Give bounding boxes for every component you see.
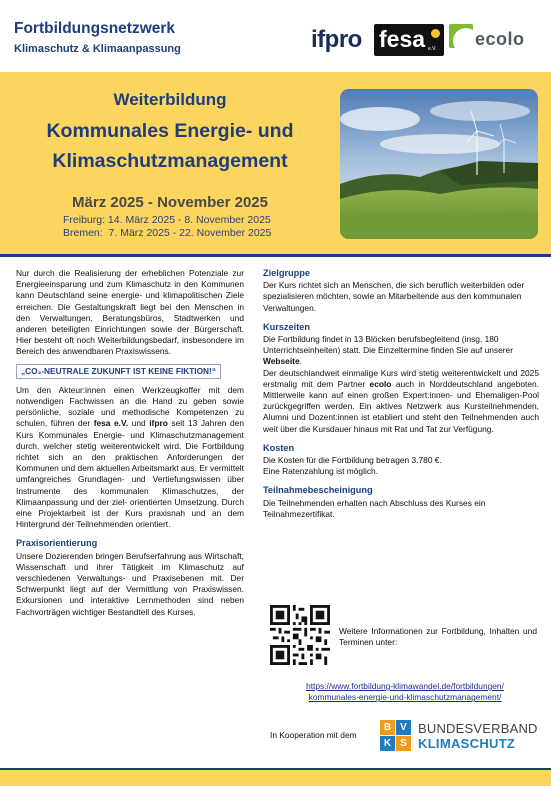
hero-title [0, 116, 340, 176]
kurszeiten-paragraph: Die Fortbildung findet in 13 Blöcken berufsbegleitend (insg. 180 Unterrichtseinheiten) statt. Die Einzeltermine finden Sie auf unserer Webseite. [263, 334, 513, 367]
about-paragraph: Um den Akteur:innen einen Werkzeugkoffer mit dem notwendigen Fachwissen an die Hand zu geben sowie persönliche, soziale und methodische Kompetenzen zu schulen, führen der fesa e.V. und ifpro seit 13 Jahren den Kurs Kommunales Energie- und Klimaschutzmanagement durch, welcher stetig weiterentwickelt wird. Die Fortbildung richtet sich an den praktischen Anforderungen der Kommunen und dem aktuellen Arbeitsmarkt aus. Er vermittelt umfangreiches Grundlagen- und Vertiefungswissen über Instrumente des kommunalen Klimaschutzes, der Klimaanpassung und der ziel- orientierten Umsetzung. Durch eine Projektarbeit ist der Kurs praxisnah und an dem Hintergrund der Teilnehmenden orientiert. [16, 384, 244, 530]
fesa-logo [374, 24, 444, 56]
info-text: Weitere Informationen zur Fortbildung, Inhalten und Terminen unter: [339, 626, 537, 648]
bvks-letter-k: K [380, 736, 395, 751]
right-column [263, 268, 539, 520]
footer-band [0, 770, 551, 786]
location-bremen: Bremen: 7. März 2025 - 22. November 2025 [63, 227, 272, 239]
course-url-line1[interactable]: https://www.fortbildung-klimawandel.de/fortbildungen/ [306, 681, 504, 691]
network-subtitle: Klimaschutz & Klimaanpassung [14, 43, 181, 55]
heading-kosten: Kosten [263, 442, 295, 453]
cooperation-text: In Kooperation mit dem [270, 730, 357, 740]
praxis-paragraph: Unsere Dozierenden bringen Berufserfahrung aus Wirtschaft, Wissenschaft und ihrer Tätigkeit im Klimaschutz auf verschiedenen Verwaltungs- und Praxisebenen mit. Der Schwerpunkt liegt auf der Vermittlung von Praxiswissen. Exkursionen und interaktive Lernmethoden sind neben Fachvorträgen wichtiger Bestandteil des Kurses. [16, 550, 244, 617]
ecolo-name: ecolo [369, 378, 392, 389]
fesa-logo-text: fesa [379, 26, 426, 52]
bundesverband-name: BUNDESVERBAND [418, 721, 538, 736]
heading-teilnahmebescheinigung: Teilnahmebescheinigung [263, 485, 373, 496]
teilnahme-paragraph: Die Teilnehmenden erhalten nach Abschluss des Kurses ein Teilnahmezertifikat. [263, 497, 486, 519]
ifpro-name: ifpro [149, 418, 168, 429]
qr-code-icon[interactable] [270, 605, 330, 665]
header [0, 0, 551, 72]
sun-icon [431, 29, 440, 38]
kurszeiten-paragraph-2: Der deutschlandweit einmalige Kurs wird stetig weiterentwickelt und 2025 erstmalig mit dem Partner ecolo auch in Norddeutschland angeboten. Mittlerweile kann auf einen großen Expert:innen- und Ehemaligen-Pool zurückgegriffen werden. Ein aktives Netzwerk aus Kursteilnehmenden, Alumni und Dozent:innen ist etabliert und steht den Teilnehmenden auch weit über die Kursdauer hinaus mit Rat und Tat zur Verfügung. [263, 367, 539, 434]
course-url-link[interactable] [270, 681, 540, 703]
ecolo-leaf-icon [449, 24, 473, 48]
bvks-letter-v: V [396, 720, 411, 735]
hero-kicker: Weiterbildung [113, 90, 227, 109]
website-link[interactable]: Webseite [263, 356, 300, 367]
zielgruppe-paragraph: Der Kurs richtet sich an Menschen, die sich beruflich weiterbilden oder spezialisieren möchten, sowie an Mitarbeitende aus den kommunalen Verwaltungen. [263, 280, 525, 313]
course-url-line2[interactable]: kommunales-energie-und-klimaschutzmanagement/ [308, 692, 502, 703]
location-freiburg: Freiburg: 14. März 2025 - 8. November 2025 [63, 214, 271, 226]
fesa-name: fesa e.V. [93, 418, 129, 429]
ifpro-logo: ifpro [311, 26, 362, 53]
bvks-logo-icon [380, 720, 412, 752]
heading-kurszeiten: Kurszeiten [263, 321, 310, 332]
callout-box: „CO₂-NEUTRALE ZUKUNFT IST KEINE FIKTION!“ [16, 364, 221, 379]
hero-dates: März 2025 - November 2025 [72, 194, 268, 211]
heading-praxisorientierung: Praxisorientierung [16, 538, 98, 549]
band-divider [0, 254, 551, 257]
kosten-line-2: Eine Ratenzahlung ist möglich. [263, 466, 378, 477]
heading-zielgruppe: Zielgruppe [263, 268, 310, 278]
hero-title-line1: Kommunales Energie- und [46, 120, 294, 142]
kosten-line-1: Die Kosten für die Fortbildung betragen 3.780 €. [263, 455, 442, 466]
bvks-letter-s: S [396, 736, 411, 751]
intro-paragraph: Nur durch die Realisierung der erheblichen Potenziale zur Energieeinsparung und zum Klimaschutz in den Kommunen kann Deutschland seine energie- und klimapolitischen Ziele erreichen. Die Gestaltungskraft liegt bei den Menschen in den Verwaltungen, Beratungsbüros, Stadtwerken und anderen beteiligten Einrichtungen sowie der Bürgerschaft. Hier besteht oft noch Weiterbildungsbedarf, insbesondere im Bereich des anwendbaren Praxiswissens. [16, 268, 244, 357]
left-column [16, 268, 244, 618]
bvks-letter-b: B [380, 720, 395, 735]
wind-turbine-landscape-photo [340, 89, 538, 239]
network-title: Fortbildungsnetzwerk [14, 20, 176, 37]
hero-title-line2: Klimaschutzmanagement [52, 150, 288, 172]
hero-band [0, 72, 551, 257]
fesa-logo-ev: e.V. [428, 46, 437, 52]
ecolo-logo: ecolo [475, 29, 525, 49]
klimaschutz-name: KLIMASCHUTZ [418, 736, 516, 751]
